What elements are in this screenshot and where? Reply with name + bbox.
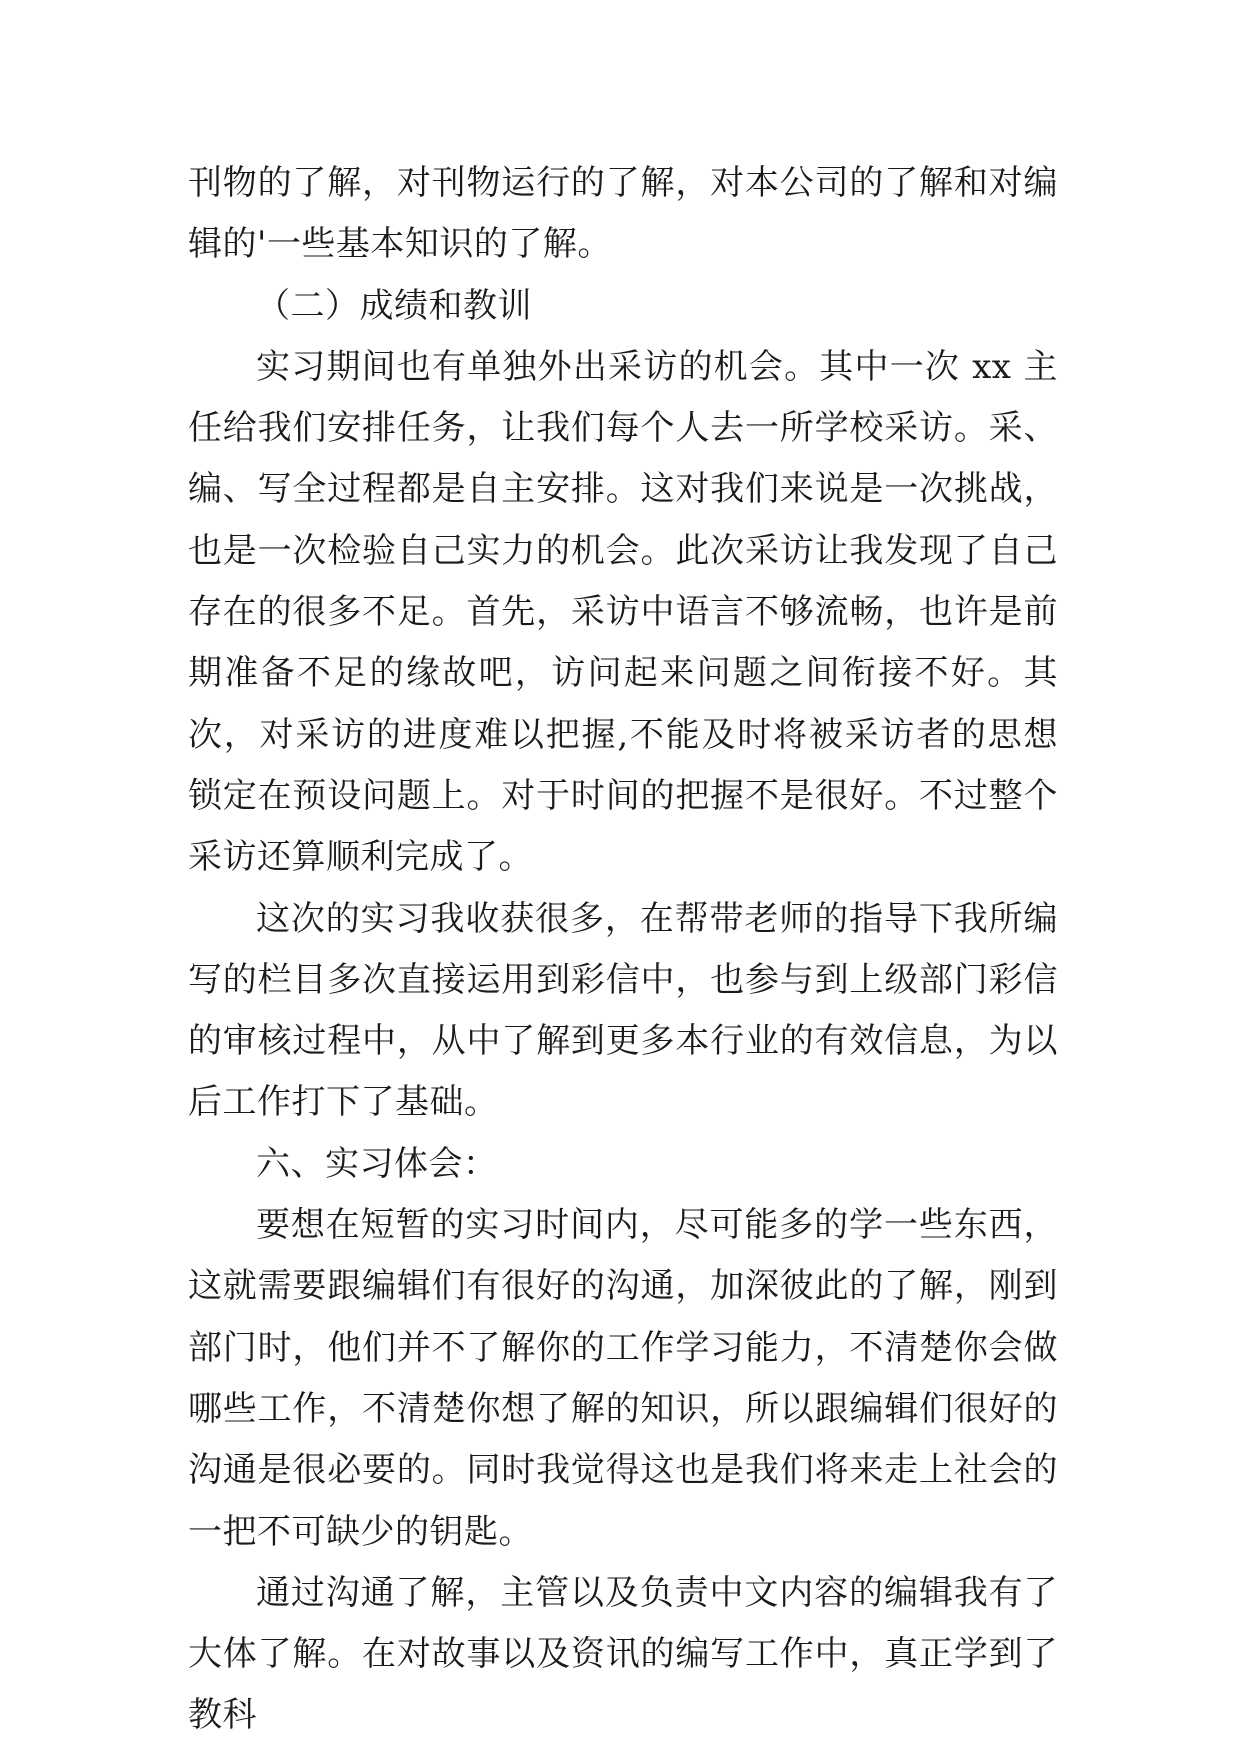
paragraph-interview: 实习期间也有单独外出采访的机会。其中一次 xx 主任给我们安排任务，让我们每个人去一所学校采访。采、编、写全过程都是自主安排。这对我们来说是一次挑战，也是一次检验自己实力的机会。此次采访让我发现了自己存在的很多不足。首先，采访中语言不够流畅，也许是前期准备不足的缘故吧，访问起来问题之间衔接不好。其次，对采访的进度难以把握,不能及时将被采访者的思想锁定在预设问题上。对于时间的把握不是很好。不过整个采访还算顺利完成了。 [188,346,1058,878]
paragraph-understanding: 通过沟通了解，主管以及负责中文内容的编辑我有了大体了解。在对故事以及资讯的编写工作中，真正学到了教科 [188,1572,1058,1736]
document-body [188,153,1058,1747]
paragraph-continuation: 刊物的了解，对刊物运行的了解，对本公司的了解和对编辑的'一些基本知识的了解。 [188,163,1058,265]
paragraph-gains: 这次的实习我收获很多，在帮带老师的指导下我所编写的栏目多次直接运用到彩信中，也参与到上级部门彩信的审核过程中，从中了解到更多本行业的有效信息，为以后工作打下了基础。 [188,898,1058,1123]
paragraph-communication: 要想在短暂的实习时间内，尽可能多的学一些东西，这就需要跟编辑们有很好的沟通，加深彼此的了解，刚到部门时，他们并不了解你的工作学习能力，不清楚你会做哪些工作，不清楚你想了解的知识，所以跟编辑们很好的沟通是很必要的。同时我觉得这也是我们将来走上社会的一把不可缺少的钥匙。 [188,1205,1058,1552]
section-heading-reflections: 六、实习体会： [256,1143,498,1184]
section-heading-achievements: （二）成绩和教训 [256,285,532,326]
